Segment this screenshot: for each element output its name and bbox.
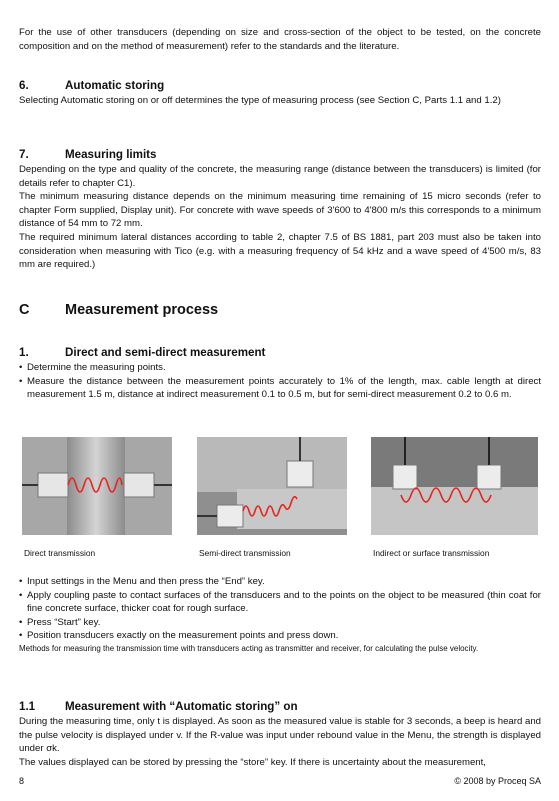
list-item: • Determine the measuring points. xyxy=(19,362,166,373)
caption-semi-direct: Semi-direct transmission xyxy=(199,548,291,558)
section-6-number: 6. xyxy=(19,79,29,92)
list-item: • Apply coupling paste to contact surfaces of the transducers and to the points on the object to be measured (thin coat for fine concrete surface, thicker coat for rough surface. xyxy=(19,589,541,615)
section-7-paragraph: The required minimum lateral distances according to table 2, chapter 7.5 of BS 1881, part 203 must also be taken into consideration when measuring with Tico (e.g. with a measuring frequency of 54 kHz and a wave speed of 4'500 m/s, 83 mm are required.) xyxy=(19,231,541,271)
list-item: • Measure the distance between the measurement points accurately to 1% of the length, max. cable length at direct measurement 1.5 m, distance at indirect measurement 0.1 to 0.5 m, but for semi-direct measurement 0.2 to 0.6 m. xyxy=(19,375,541,401)
section-7-number: 7. xyxy=(19,148,29,161)
section-1-title: Direct and semi-direct measurement xyxy=(65,346,266,359)
copyright: © 2008 by Proceq SA xyxy=(454,776,541,786)
section-6-heading xyxy=(19,79,541,93)
section-c-heading xyxy=(19,301,541,319)
section-1-heading xyxy=(19,346,541,360)
list-item: • Input settings in the Menu and then press the “End” key. xyxy=(19,576,265,587)
section-7-paragraph: The minimum measuring distance depends on the minimum measuring time remaining of 15 micro seconds (refer to chapter Form supplied, Display unit). For concrete with wave speeds of 3'600 to 4'800 m/s this corresponds to a minimum distance of 54 mm to 72 mm. xyxy=(19,191,541,230)
figure-semi-direct-transmission xyxy=(197,437,347,535)
section-1-bullets xyxy=(19,361,541,402)
section-c-letter: C xyxy=(19,302,30,318)
caption-indirect: Indirect or surface transmission xyxy=(373,548,490,558)
section-7-body xyxy=(19,163,541,272)
direct-transmission-illustration xyxy=(22,437,172,535)
page-footer xyxy=(19,776,541,786)
steps-note: Methods for measuring the transmission time with transducers acting as transmitter and receiver, for calculating the pulse velocity. xyxy=(19,643,479,653)
figure-indirect-transmission xyxy=(371,437,538,535)
page-number: 8 xyxy=(19,776,25,786)
list-item: • Press “Start” key. xyxy=(19,616,101,628)
document-page xyxy=(19,0,541,801)
section-1-1-heading xyxy=(19,700,541,714)
steps-bullets xyxy=(19,575,541,654)
section-7-paragraph: Depending on the type and quality of the concrete, the measuring range (distance between the transducers) is limited (for details refer to chapter C1). xyxy=(19,164,541,189)
intro-paragraph: For the use of other transducers (depending on size and cross-section of the object to be tested, on the concrete composition and on the method of measurement) refer to the standards and the literature. xyxy=(19,27,541,52)
section-1-1-paragraph: The values displayed can be stored by pressing the “store” key. If there is uncertainty about the measurement, xyxy=(19,756,486,768)
figure-direct-transmission xyxy=(22,437,172,535)
section-1-1-title: Measurement with “Automatic storing” on xyxy=(65,700,298,713)
section-7-heading xyxy=(19,148,541,162)
section-6-text: Selecting Automatic storing on or off determines the type of measuring process (see Section C, Parts 1.1 and 1.2) xyxy=(19,95,501,106)
section-1-number: 1. xyxy=(19,346,29,359)
section-1-1-body xyxy=(19,715,541,769)
section-7-title: Measuring limits xyxy=(65,148,157,161)
section-6-title: Automatic storing xyxy=(65,79,165,92)
indirect-transmission-illustration xyxy=(371,437,538,535)
list-item: • Position transducers exactly on the measurement points and press down. xyxy=(19,630,339,642)
section-1-1-paragraph: During the measuring time, only t is displayed. As soon as the measured value is stable for 3 seconds, a beep is heard and the pulse velocity is displayed under v. If the R-value was input under rebound value in the Menu, the strength is displayed under σk. xyxy=(19,716,541,755)
section-1-1-number: 1.1 xyxy=(19,700,36,713)
semi-direct-transmission-illustration xyxy=(197,437,347,535)
section-c-title: Measurement process xyxy=(65,302,219,318)
caption-direct: Direct transmission xyxy=(24,548,96,558)
